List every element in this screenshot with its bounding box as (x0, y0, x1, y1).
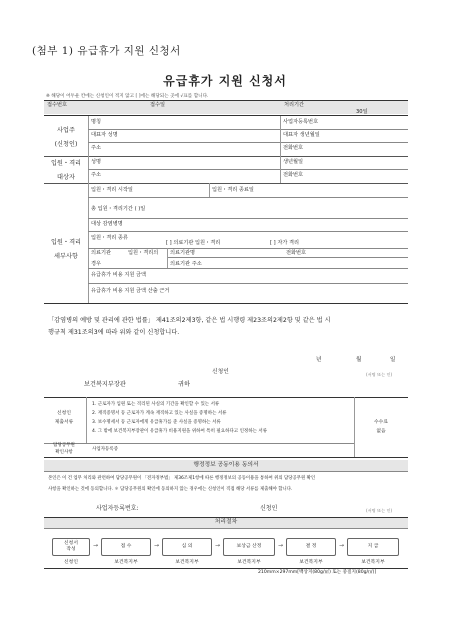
hospital-name-field[interactable]: 의료기관명 (170, 250, 196, 256)
step-payment: 지 급 (347, 538, 399, 556)
applicant-docs-label-2: 제출서류 (54, 420, 74, 425)
recipient: 보건복지부장관 (84, 381, 126, 388)
official-check-label-2: 확인사항 (55, 450, 73, 455)
applicant-label: 신청인 (212, 369, 229, 375)
actor-calc: 보건복지부 (237, 560, 261, 565)
actor-receipt: 보건복지부 (114, 560, 138, 565)
fee-value: 없음 (376, 429, 386, 434)
doc-item-4: 4. 그 밖에 보건복지부장관이 유급휴가 비용지원을 위하여 특히 필요하다고 인정하는 서류 (92, 429, 268, 434)
date-month: 월 (356, 357, 362, 363)
official-check-item: 사업자등록증 (92, 447, 119, 452)
cost-basis-field[interactable]: 유급휴가 비용 지원 금액 산출 근거 (91, 288, 170, 294)
actor-applicant: 신청인 (64, 560, 78, 565)
consent-sign-hint[interactable]: (서명 또는 인) (366, 508, 393, 513)
recipient-suffix: 귀하 (178, 381, 190, 388)
date-year: 년 (316, 357, 322, 363)
consent-applicant-label: 신청인 (260, 505, 278, 512)
actor-payment: 보건복지부 (361, 560, 385, 565)
isolation-end-field[interactable]: 입원・격리 종료일 (212, 187, 254, 193)
official-check-label-1: 담당공무원 (53, 443, 75, 448)
patient-phone-field[interactable]: 전화번호 (283, 172, 304, 178)
paper-spec: 210mm×297mm[백상지(80g/㎡) 또는 중질지(80g/㎡)] (258, 570, 377, 575)
step-review: 심 의 (162, 538, 212, 556)
isolation-start-field[interactable]: 입원・격리 시작일 (91, 187, 133, 193)
receipt-date-label: 접수일 (150, 102, 166, 108)
rep-name-field[interactable]: 대표자 성명 (91, 132, 118, 138)
detail-group-sub: 세부사항 (54, 253, 78, 260)
step-application: 신청서 작성 (52, 538, 90, 556)
statement-line-2: 행규칙 제31조의3에 따라 위와 같이 신청합니다. (48, 329, 180, 337)
business-name-field[interactable]: 명칭 (91, 119, 102, 125)
rep-birth-field[interactable]: 대표자 생년월일 (283, 132, 320, 138)
statement-line-1: 「감염병의 예방 및 관리에 관한 법률」 제41조의2제3항, 같은 법 시행령 제23조의2제2항 및 같은 법 시 (48, 317, 331, 324)
doc-item-2: 2. 재직증명서 등 근로자가 계속 재직하고 있는 사실을 증명하는 서류 (92, 411, 227, 416)
business-owner-group-sub: (신청인) (54, 141, 78, 148)
business-address-field[interactable]: 주소 (91, 145, 102, 151)
arrow-right-icon: → (93, 542, 99, 549)
hospital-isolation-checkbox[interactable]: [ ] 의료기관 입원・격리 (166, 240, 221, 246)
cost-amount-field[interactable]: 유급휴가 비용 지원 금액 (91, 272, 147, 278)
applicant-sign-hint[interactable]: (서명 또는 인) (366, 372, 393, 377)
step-compensation-calc: 보상금 산정 (223, 538, 275, 556)
applicant-docs-label-1: 신청인 (57, 411, 71, 416)
hospital-case-label-2: 경우 (91, 261, 102, 267)
date-day: 일 (390, 357, 396, 363)
isolation-type-label: 입원・격리 종류 (91, 235, 128, 241)
form-note: ※ 해당이 어두운 칸에는 신청인이 적지 않고 [ ]에는 해당되는 곳에 √표를 합니다. (46, 94, 209, 99)
processing-days: 30일 (356, 109, 368, 115)
hospital-case-when: 입원・격리의 (128, 250, 159, 256)
business-owner-group-label: 사업주 (57, 127, 75, 134)
procedure-title: 처리절차 (214, 519, 238, 525)
step-decision: 결 정 (286, 538, 336, 556)
business-phone-field[interactable]: 전화번호 (283, 145, 304, 151)
receipt-number-label: 접수번호 (47, 102, 68, 108)
statement (48, 315, 404, 340)
arrow-right-icon: → (339, 542, 345, 549)
doc-item-3: 3. 보수명세서 등 근로자에게 유급휴가를 준 사실을 증명하는 서류 (92, 420, 221, 425)
patient-name-field[interactable]: 성명 (91, 159, 102, 165)
consent-text-2: 사항을 확인하는 것에 동의합니다. ＊ 담당공무원의 확인에 동의하지 않는 경우에는 신청인이 직접 해당 서류를 제출해야 합니다. (48, 487, 293, 492)
disease-name-field[interactable]: 대상 감염병명 (91, 221, 123, 227)
total-period-field[interactable]: 총 입원・격리기간 ( )일 (91, 206, 146, 212)
hospital-address-field[interactable]: 의료기관 주소 (170, 261, 202, 267)
business-reg-no-field[interactable]: 사업자등록번호 (283, 119, 319, 125)
patient-birth-field[interactable]: 생년월일 (283, 159, 304, 165)
hospital-phone-field[interactable]: 전화번호 (286, 250, 307, 256)
fee-label: 수수료 (374, 420, 388, 425)
actor-decision: 보건복지부 (299, 560, 323, 565)
self-isolation-checkbox[interactable]: [ ] 자가 격리 (270, 240, 300, 246)
actor-review: 보건복지부 (175, 560, 199, 565)
doc-item-1: 1. 근로자가 입원 또는 격리된 사실의 기간을 확인할 수 있는 서류 (92, 402, 220, 407)
detail-group-label: 입원・격리 (50, 239, 82, 246)
form-title: 유급휴가 지원 신청서 (163, 74, 287, 88)
attachment-label: (첨부 1) 유급휴가 지원 신청서 (32, 45, 181, 57)
consent-text-1: 본인은 이 건 업무 처리와 관련하여 담당공무원이 「전자정부법」 제36조제1항에 따른 행정정보의 공동이용을 통하여 위의 담당공무원 확인 (48, 476, 316, 481)
arrow-right-icon: → (278, 542, 284, 549)
arrow-right-icon: → (215, 542, 221, 549)
patient-address-field[interactable]: 주소 (91, 172, 102, 178)
consent-business-no-label: 사업자등록번호: (96, 505, 139, 512)
step-receipt: 접 수 (101, 538, 151, 556)
arrow-right-icon: → (154, 542, 160, 549)
patient-group-label: 입원・격리 (50, 160, 82, 167)
consent-title: 행정정보 공동이용 동의서 (193, 462, 259, 468)
patient-group-sub: 대상자 (57, 174, 75, 181)
processing-period-label: 처리기간 (284, 102, 305, 108)
hospital-case-label-1: 의료기관 (91, 250, 112, 256)
